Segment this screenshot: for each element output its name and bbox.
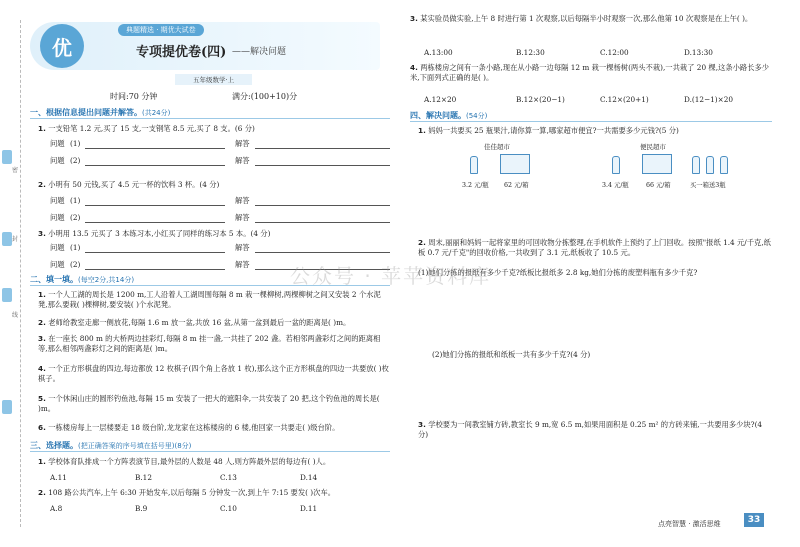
brand-label: 典题精选 · 期优大试卷 [118,24,204,36]
question-text: 一支铅笔 1.2 元,买了 15 支,一支钢笔 8.5 元,买了 8 支。(6 分) [48,124,255,133]
question-label: 问题 [50,156,65,165]
question-number: 1. [38,457,46,466]
question-text: 两栋楼房之间有一条小路,现在从小路一边每隔 12 m 栽一棵杨树(两头不栽),一共栽了 20 棵,这条小路长多少米,下面列式正确的是( )。 [410,63,770,82]
binding-label: 封 [12,236,19,243]
question-number: 3. [410,14,418,23]
answer-line[interactable] [85,252,225,253]
question-number: 6. [38,423,46,432]
option-d[interactable]: D.14 [300,473,318,482]
question [38,180,388,190]
option-d[interactable]: D.13:30 [684,48,713,57]
section-rule [410,121,772,122]
badge-icon: 优 [40,24,84,68]
question-number: 5. [38,394,46,403]
question-label: 问题 [50,260,65,269]
price-per-bottle: 3.4 元/瓶 [602,182,629,189]
question-number: 1. [38,290,46,299]
answer-label: 解答 [235,213,250,222]
answer-line[interactable] [85,165,225,166]
question-text: 一栋楼房每上一层楼要走 18 级台阶,龙龙家在这栋楼房的 6 楼,他回家一共要走( )级台阶。 [48,423,340,432]
section-title: 一、根据信息提出问题并解答。 [30,108,142,117]
question-number: 3. [38,229,46,238]
binding-tab [2,400,12,414]
question-text: 学校要为一间教室铺方砖,教室长 9 m,宽 6.5 m,如果用面积是 0.25 m² 的方砖来铺,一共要用多少块?(4 分) [418,420,763,439]
bottle-icon [720,156,728,174]
option-a[interactable]: A.8 [50,504,63,513]
bottle-icon [470,156,478,174]
question-label: 问题 [50,139,65,148]
question [38,457,390,467]
price-per-bottle: 3.2 元/瓶 [462,182,489,189]
answer-line[interactable] [255,222,390,223]
question [38,290,390,310]
question-text: 在一座长 800 m 的大桥两边挂彩灯,每隔 8 m 挂一盏,一共挂了 202 盏。若相邻两盏彩灯之间的距离相等,那么相邻两盏彩灯之间的距离是( )m。 [38,334,381,353]
section-heading [30,440,191,451]
question-number: 2. [38,180,46,189]
watermark: 公众号 · 苹苹资料库 [290,264,492,288]
section-rule [30,451,390,452]
question-number: 2. [418,238,426,247]
option-d[interactable]: D.11 [300,504,318,513]
question-text: 老师给教室走廊一侧放花,每隔 1.6 m 放一盆,共放 16 盆,从第一盆到最后一盆的距离是( )m。 [48,318,351,327]
question-number: 3. [418,420,426,429]
question-text: 小明用 13.5 元买了 3 本练习本,小红买了同样的练习本 5 本。(4 分) [48,229,271,238]
option-a[interactable]: A.11 [50,473,67,482]
question-number: 1. [418,126,426,135]
sub-question: (2)她们分拣的报纸和纸板一共有多少千克?(4 分) [432,350,591,359]
binding-strip [0,0,26,547]
question [38,364,390,384]
binding-label: 密 [12,167,19,174]
question [418,420,774,440]
option-a[interactable]: A.13:00 [424,48,453,57]
question [410,14,772,24]
question-text: 一个人工湖的周长是 1200 m,工人沿着人工湖周围每隔 8 m 栽一棵柳树,两棵柳树之间又安装 2 个水泥凳,那么要栽( )棵柳树,要安装( )个水泥凳。 [38,290,381,309]
question-number: 2. [38,318,46,327]
question [410,63,772,83]
question-text: 108 路公共汽车,上午 6:30 开始发车,以后每隔 5 分钟发一次,到上午 7:15 要发( )次车。 [48,488,336,497]
bottle-icon [706,156,714,174]
question-label: 问题 [50,213,65,222]
price-per-box: 62 元/箱 [504,182,529,189]
footer-slogan: 点亮智慧 · 激活思维 [658,520,721,528]
option-c[interactable]: C.12×(20+1) [600,95,649,104]
section-title: 四、解决问题。 [410,111,466,120]
answer-label: 解答 [235,243,250,252]
option-b[interactable]: B.9 [135,504,148,513]
grade-label: 五年级数学·上 [175,74,252,85]
page-title: 专项提优卷(四) [136,45,227,60]
option-d[interactable]: D.(12−1)×20 [684,95,734,104]
option-b[interactable]: B.12 [135,473,152,482]
answer-line[interactable] [255,205,390,206]
question-label: 问题 [50,196,65,205]
section-title: 二、填一填。 [30,275,78,284]
question [38,229,388,239]
option-b[interactable]: B.12×(20−1) [516,95,565,104]
question-text: 周末,丽丽和妈妈一起将家里的可回收物分拣整理,在手机软件上预约了上门回收。按照"报纸 1.4 元/千克,纸板 0.7 元/千克"的回收价格,一共收到了 3.1 元,纸板收了 10.5 元。 [418,238,771,257]
time-limit: 时间:70 分钟 [110,92,158,101]
section-points: (共24分) [142,109,171,117]
answer-line[interactable] [85,205,225,206]
question [38,334,390,354]
question [418,126,774,136]
binding-tab [2,288,12,302]
question-number: 2. [38,488,46,497]
question-text: 学校体育队排成一个方阵表演节目,最外层的人数是 48 人,则方阵最外层的每边有( )人。 [48,457,331,466]
price-per-box: 66 元/箱 [646,182,671,189]
answer-line[interactable] [255,148,390,149]
question [38,318,390,328]
section-points: (每空2分,共14分) [78,276,135,284]
question-number: 1. [38,124,46,133]
question-text: 一个休闲山庄的圆形钓鱼池,每隔 15 m 安装了一把大的遮阳伞,一共安装了 20 把,这个钓鱼池的周长是( )m。 [38,394,380,413]
question-text: 某实验员做实验,上午 8 时进行第 1 次观察,以后每隔半小时观察一次,那么他第 10 次观察是在上午( )。 [420,14,753,23]
exam-page: 密 封 线 优 典题精选 · 期优大试卷 专项提优卷(四) ——解决问题 五年级数学·上 时间:70 分钟 满分:(100+10)分 一、根据信息提出问题并解答。(共24分) 1. 一支铅笔 1.2 元,买了 15 支,一支钢笔 8.5 元,买了 8 支。(6 分) 问题 (1) 解答 问题 (2) 解答 2. 小明有 50 元钱,买了 4.5 元一杯的饮料 3 杯。(4 分) 问题 (1) 解答 问题 (2) 解答 3. 小明用 13.5 元买了 3 本练习本,小红买了同样的练习本 5 本。(4 分) 问题 (1) 解答 问题 (2) 解答 二、填一填。(每空2分,共14分) 1. 一个人工湖的周长是 1200 m,工人沿着人工湖周围每隔 8 m 栽一棵柳树,两棵柳树之间又安装 2 个水泥凳,那么要栽( )棵柳树,要安装( )个水泥凳。 2. 老师给教室走廊一侧放花,每隔 1.6 m 放一盆,共放 16 盆,从第一盆到最后一盆的距离是( )m。 3. 在一座长 800 m 的大桥两边挂彩灯,每隔 8 m 挂一盏,一共挂了 202 盏。若相邻两盏彩灯之间的距离相等,那么相邻两盏彩灯之间的距离是( )m。 4. 一个正方形棋盘的四边,每边都放 12 枚棋子(四个角上各放 1 枚),那么这个正方形棋盘的四边一共要放( )枚棋子。 5. 一个休闲山庄的圆形钓鱼池,每隔 15 m 安装了一把大的遮阳伞,一共安装了 20 把,这个钓鱼池的周长是( )m。 6. 一栋楼房每上一层楼要走 18 级台阶,龙龙家在这栋楼房的 6 楼,他回家一共要走( )级台阶。 三、选择题。(把正确答案的序号填在括号里)(8分) 1. 学校体育队排成一个方阵表演节目,最外层的人数是 48 人,则方阵最外层的每边有( )人。 A.11 B.12 C.13 D.14 2. 108 路公共汽车,上午 6:30 开始发车,以后每隔 5 分钟发一次,到上午 7:15 要发( )次车。 A.8 B.9 C.10 D.11 3. 某实验员做实验,上午 8 时进行第 1 次观察,以后每隔半小时观察一次,那么他第 10 次观察是在上午( )。 A.13:00 B.12:30 C.12:00 D.13:30 4. 两栋楼房之间有一条小路,现在从小路一边每隔 12 m 栽一棵杨树(两头不栽),一共栽了 20 棵,这条小路长多少米,下面列式正确的是( )。 A.12×20 B.12×(20−1) C.12×(20+1) D.(12−1)×20 四、解决问题。(54分) 1. 妈妈一共要买 25 瓶果汁,请你算一算,哪家超市便宜?一共需要多少元钱?(5 分) 佳佳超市 3.2 元/瓶 62 元/箱 便民超市 3.4 元/瓶 66 元/箱 买一箱送3瓶 2. 周末,丽丽和妈妈一起将家里的可回收物分拣整理,在手机软件上预约了上门回收。按照"报纸 1.4 元/千克,纸板 0.7 元/千克"的回收价格,一共收到了 3.1 元,纸板收了 10.5 元。 (1)她们分拣的报纸有多少千克?纸板比报纸多 2.8 kg,她们分拣的废塑料瓶有多少千克? (2)她们分拣的报纸和纸板一共有多少千克?(4 分) 3. 学校要为一间教室铺方砖,教室长 9 m,宽 6.5 m,如果用面积是 0.25 m² 的方砖来铺,一共要用多少块?(4 分) 公众号 · 苹苹资料库 点亮智慧 · 激活思维 33 [0,0,800,547]
question [38,394,390,414]
question [38,124,388,134]
question-text: 妈妈一共要买 25 瓶果汁,请你算一算,哪家超市便宜?一共需要多少元钱?(5 分) [428,126,679,135]
option-c[interactable]: C.10 [220,504,237,513]
answer-label: 解答 [235,196,250,205]
question-text: 一个正方形棋盘的四边,每边都放 12 枚棋子(四个角上各放 1 枚),那么这个正方形棋盘的四边一共要放( )枚棋子。 [38,364,389,383]
section-heading [30,107,170,118]
answer-line[interactable] [255,165,390,166]
full-score: 满分:(100+10)分 [232,92,298,101]
option-b[interactable]: B.12:30 [516,48,545,57]
answer-line[interactable] [85,222,225,223]
option-a[interactable]: A.12×20 [424,95,457,104]
answer-line[interactable] [85,148,225,149]
section-points: (把正确答案的序号填在括号里)(8分) [78,442,192,450]
answer-label: 解答 [235,156,250,165]
bottle-icon [692,156,700,174]
section-title: 三、选择题。 [30,441,78,450]
section-rule [30,118,390,119]
answer-label: 解答 [235,260,250,269]
section-heading [410,110,487,121]
binding-tab [2,232,12,246]
answer-line[interactable] [85,269,225,270]
answer-line[interactable] [255,252,390,253]
question [38,488,390,498]
binding-label: 线 [12,312,19,319]
cut-line [20,20,21,527]
question-number: 4. [410,63,418,72]
question [38,423,390,433]
question-text: 小明有 50 元钱,买了 4.5 元一杯的饮料 3 杯。(4 分) [48,180,220,189]
juice-box-icon [642,154,672,174]
section-heading [30,274,134,285]
page-number: 33 [744,513,764,527]
question-number: 4. [38,364,46,373]
bottle-icon [612,156,620,174]
section-points: (54分) [466,112,488,120]
option-c[interactable]: C.13 [220,473,237,482]
question-number: 3. [38,334,46,343]
option-c[interactable]: C.12:00 [600,48,629,57]
answer-label: 解答 [235,139,250,148]
store-name: 便民超市 [640,143,666,151]
binding-tab [2,150,12,164]
sub-question: (1)她们分拣的报纸有多少千克?纸板比报纸多 2.8 kg,她们分拣的废塑料瓶有多少千克? [418,268,698,277]
question-label: 问题 [50,243,65,252]
promo-label: 买一箱送3瓶 [690,182,726,189]
juice-box-icon [500,154,530,174]
question [418,238,774,258]
store-name: 佳佳超市 [484,143,510,151]
page-subtitle: ——解决问题 [232,47,287,57]
